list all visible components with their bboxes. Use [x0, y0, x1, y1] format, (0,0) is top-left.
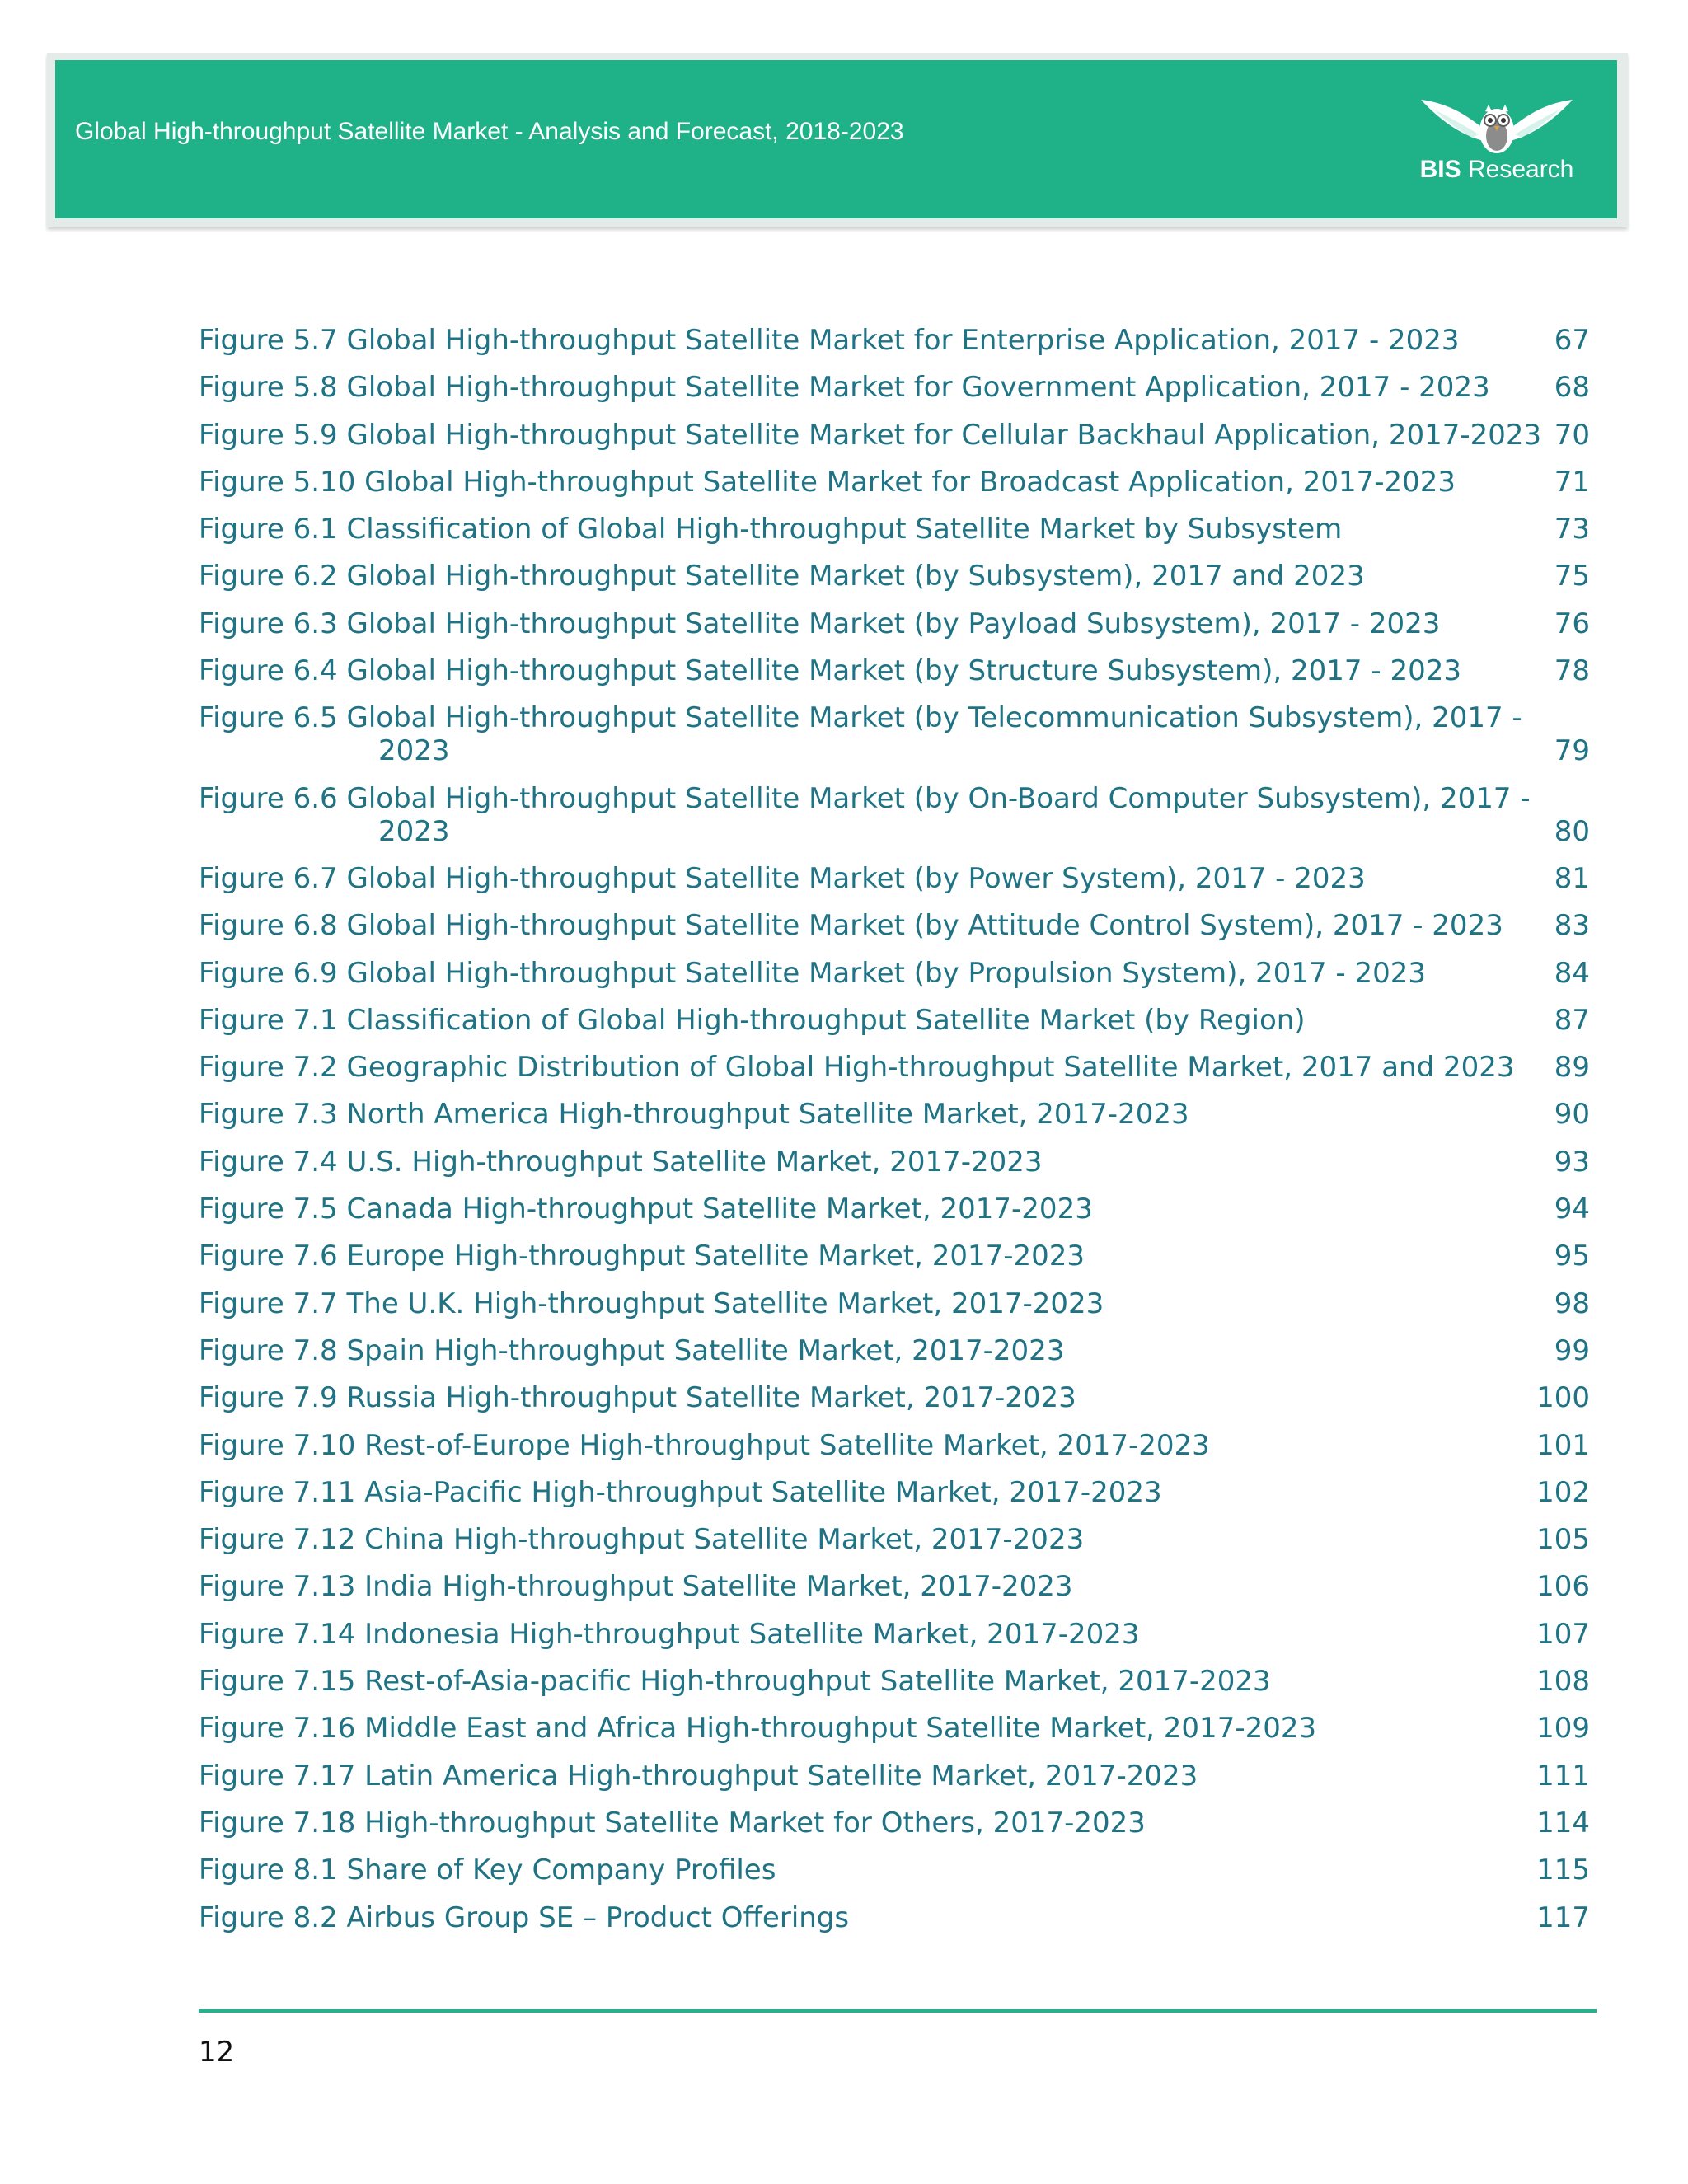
toc-entry-page: 100	[1536, 1381, 1590, 1415]
toc-entry[interactable]	[199, 1570, 1590, 1603]
toc-entry[interactable]	[199, 371, 1590, 404]
toc-entry[interactable]	[199, 1381, 1590, 1414]
toc-entry[interactable]	[199, 1334, 1590, 1367]
toc-entry-page: 71	[1554, 465, 1590, 499]
bis-research-logo	[1414, 93, 1579, 185]
toc-entry[interactable]	[199, 1760, 1590, 1793]
toc-entry-page: 76	[1554, 607, 1590, 640]
toc-entry-label: Figure 7.14 Indonesia High-throughput Satellite Market, 2017-2023	[199, 1617, 1140, 1651]
toc-entry[interactable]	[199, 1287, 1590, 1320]
toc-entry-label: Figure 8.1 Share of Key Company Profiles	[199, 1854, 776, 1887]
logo-text-light: Research	[1467, 156, 1574, 183]
toc-entry-page: 101	[1536, 1428, 1590, 1462]
toc-entry[interactable]	[199, 1712, 1590, 1745]
toc-entry-page: 78	[1554, 654, 1590, 688]
toc-entry-label: Figure 7.12 China High-throughput Satellite Market, 2017-2023	[199, 1523, 1085, 1557]
toc-entry-page: 105	[1536, 1523, 1590, 1557]
toc-entry-label: Figure 6.2 Global High-throughput Satellite Market (by Subsystem), 2017 and 2023	[199, 560, 1365, 593]
toc-entry-page: 73	[1554, 513, 1590, 546]
toc-entry-label: Figure 7.11 Asia-Pacific High-throughput Satellite Market, 2017-2023	[199, 1475, 1162, 1509]
toc-entry-label: Figure 7.17 Latin America High-throughput Satellite Market, 2017-2023	[199, 1759, 1198, 1793]
toc-entry-label: Figure 5.8 Global High-throughput Satellite Market for Government Application, 2017 - 2023	[199, 371, 1490, 405]
toc-entry[interactable]	[199, 513, 1590, 546]
toc-entry-label: Figure 7.4 U.S. High-throughput Satellite Market, 2017-2023	[199, 1145, 1043, 1179]
toc-entry[interactable]	[199, 1854, 1590, 1886]
toc-entry-label: Figure 6.6 Global High-throughput Satellite Market (by On-Board Computer Subsystem), 2017 -	[199, 781, 1531, 815]
toc-entry-label: Figure 7.5 Canada High-throughput Satellite Market, 2017-2023	[199, 1193, 1093, 1226]
toc-entry[interactable]	[199, 1098, 1590, 1131]
toc-entry-label: Figure 6.4 Global High-throughput Satellite Market (by Structure Subsystem), 2017 - 2023	[199, 654, 1461, 688]
logo-text-bold: BIS	[1419, 156, 1461, 183]
toc-entry-page: 114	[1536, 1806, 1590, 1840]
toc-entry-page: 111	[1536, 1759, 1590, 1793]
toc-entry-label: Figure 6.7 Global High-throughput Satellite Market (by Power System), 2017 - 2023	[199, 861, 1366, 895]
toc-entry-page: 87	[1554, 1003, 1590, 1037]
toc-entry-page: 83	[1554, 909, 1590, 943]
toc-entry-label: Figure 7.7 The U.K. High-throughput Satellite Market, 2017-2023	[199, 1286, 1104, 1320]
toc-entry[interactable]	[199, 466, 1590, 499]
toc-entry-page: 99	[1554, 1333, 1590, 1367]
toc-entry[interactable]	[199, 1665, 1590, 1698]
toc-entry[interactable]	[199, 1004, 1590, 1037]
toc-entry-page: 90	[1554, 1098, 1590, 1132]
toc-entry-label: Figure 7.3 North America High-throughput Satellite Market, 2017-2023	[199, 1098, 1189, 1132]
figure-list	[199, 324, 1590, 1948]
header-title: Global High-throughput Satellite Market - Analysis and Forecast, 2018-2023	[75, 118, 904, 145]
toc-entry-page: 98	[1554, 1286, 1590, 1320]
toc-entry-page: 89	[1554, 1051, 1590, 1085]
toc-entry-label: Figure 7.2 Geographic Distribution of Global High-throughput Satellite Market, 2017 and 2023	[199, 1051, 1515, 1085]
toc-entry[interactable]	[199, 1193, 1590, 1226]
toc-entry[interactable]	[199, 1901, 1590, 1934]
toc-entry-page: 68	[1554, 371, 1590, 405]
toc-entry[interactable]	[199, 782, 1590, 848]
toc-entry-page: 106	[1536, 1570, 1590, 1604]
toc-entry-page: 108	[1536, 1665, 1590, 1699]
toc-entry-page: 93	[1554, 1145, 1590, 1179]
toc-entry-page: 94	[1554, 1193, 1590, 1226]
page-header	[55, 60, 1617, 218]
toc-entry[interactable]	[199, 1523, 1590, 1556]
toc-entry-label: Figure 7.13 India High-throughput Satellite Market, 2017-2023	[199, 1570, 1073, 1604]
toc-entry-page: 70	[1554, 418, 1590, 452]
toc-entry-label: Figure 8.2 Airbus Group SE – Product Offerings	[199, 1900, 850, 1934]
toc-entry-label: Figure 7.18 High-throughput Satellite Market for Others, 2017-2023	[199, 1806, 1146, 1840]
toc-entry-label-continued: 2023	[378, 814, 450, 848]
toc-entry-label: Figure 6.5 Global High-throughput Satellite Market (by Telecommunication Subsystem), 2017 -	[199, 701, 1522, 735]
toc-entry[interactable]	[199, 909, 1590, 942]
toc-entry-label: Figure 6.9 Global High-throughput Satellite Market (by Propulsion System), 2017 - 2023	[199, 956, 1426, 990]
toc-entry-label: Figure 6.1 Classification of Global High-throughput Satellite Market by Subsystem	[199, 513, 1343, 546]
toc-entry[interactable]	[199, 419, 1590, 452]
toc-entry-page: 95	[1554, 1240, 1590, 1273]
toc-entry[interactable]	[199, 1807, 1590, 1840]
toc-entry-label: Figure 5.9 Global High-throughput Satellite Market for Cellular Backhaul Application, 2017-2023	[199, 418, 1542, 452]
toc-entry-label-continued: 2023	[378, 734, 450, 768]
page-number: 12	[199, 2036, 235, 2069]
toc-entry-page: 67	[1554, 324, 1590, 357]
footer-rule	[199, 2009, 1597, 2013]
toc-entry[interactable]	[199, 1146, 1590, 1179]
toc-entry-page: 117	[1536, 1900, 1590, 1934]
toc-entry[interactable]	[199, 862, 1590, 895]
toc-entry-page: 84	[1554, 956, 1590, 990]
toc-entry-page: 109	[1536, 1712, 1590, 1746]
toc-entry-page: 115	[1536, 1854, 1590, 1887]
toc-entry-label: Figure 6.8 Global High-throughput Satellite Market (by Attitude Control System), 2017 - 2023	[199, 909, 1503, 943]
toc-entry[interactable]	[199, 1429, 1590, 1462]
toc-entry-page: 81	[1554, 861, 1590, 895]
toc-entry-label: Figure 7.8 Spain High-throughput Satellite Market, 2017-2023	[199, 1333, 1065, 1367]
toc-entry[interactable]	[199, 654, 1590, 687]
toc-entry-page: 75	[1554, 560, 1590, 593]
toc-entry-label: Figure 7.6 Europe High-throughput Satellite Market, 2017-2023	[199, 1240, 1085, 1273]
toc-entry-page: 79	[1554, 734, 1590, 768]
toc-entry[interactable]	[199, 560, 1590, 593]
toc-entry[interactable]	[199, 1618, 1590, 1651]
toc-entry[interactable]	[199, 957, 1590, 990]
toc-entry-page: 80	[1554, 814, 1590, 848]
toc-entry-page: 107	[1536, 1617, 1590, 1651]
toc-entry[interactable]	[199, 607, 1590, 640]
toc-entry[interactable]	[199, 1240, 1590, 1272]
toc-entry[interactable]	[199, 1051, 1590, 1084]
owl-icon	[1414, 93, 1579, 159]
toc-entry-label: Figure 7.9 Russia High-throughput Satellite Market, 2017-2023	[199, 1381, 1076, 1415]
toc-entry-label: Figure 7.10 Rest-of-Europe High-throughput Satellite Market, 2017-2023	[199, 1428, 1210, 1462]
toc-entry-label: Figure 5.10 Global High-throughput Satellite Market for Broadcast Application, 2017-2023	[199, 465, 1456, 499]
toc-entry[interactable]	[199, 1476, 1590, 1509]
toc-entry-label: Figure 7.15 Rest-of-Asia-pacific High-throughput Satellite Market, 2017-2023	[199, 1665, 1271, 1699]
logo-text	[1414, 156, 1579, 184]
toc-entry-label: Figure 7.16 Middle East and Africa High-throughput Satellite Market, 2017-2023	[199, 1712, 1317, 1746]
toc-entry-page: 102	[1536, 1475, 1590, 1509]
toc-entry-label: Figure 6.3 Global High-throughput Satellite Market (by Payload Subsystem), 2017 - 2023	[199, 607, 1441, 640]
toc-entry-label: Figure 7.1 Classification of Global High-throughput Satellite Market (by Region)	[199, 1003, 1306, 1037]
toc-entry[interactable]	[199, 324, 1590, 357]
toc-entry-label: Figure 5.7 Global High-throughput Satellite Market for Enterprise Application, 2017 - 2023	[199, 324, 1460, 357]
toc-entry[interactable]	[199, 701, 1590, 767]
